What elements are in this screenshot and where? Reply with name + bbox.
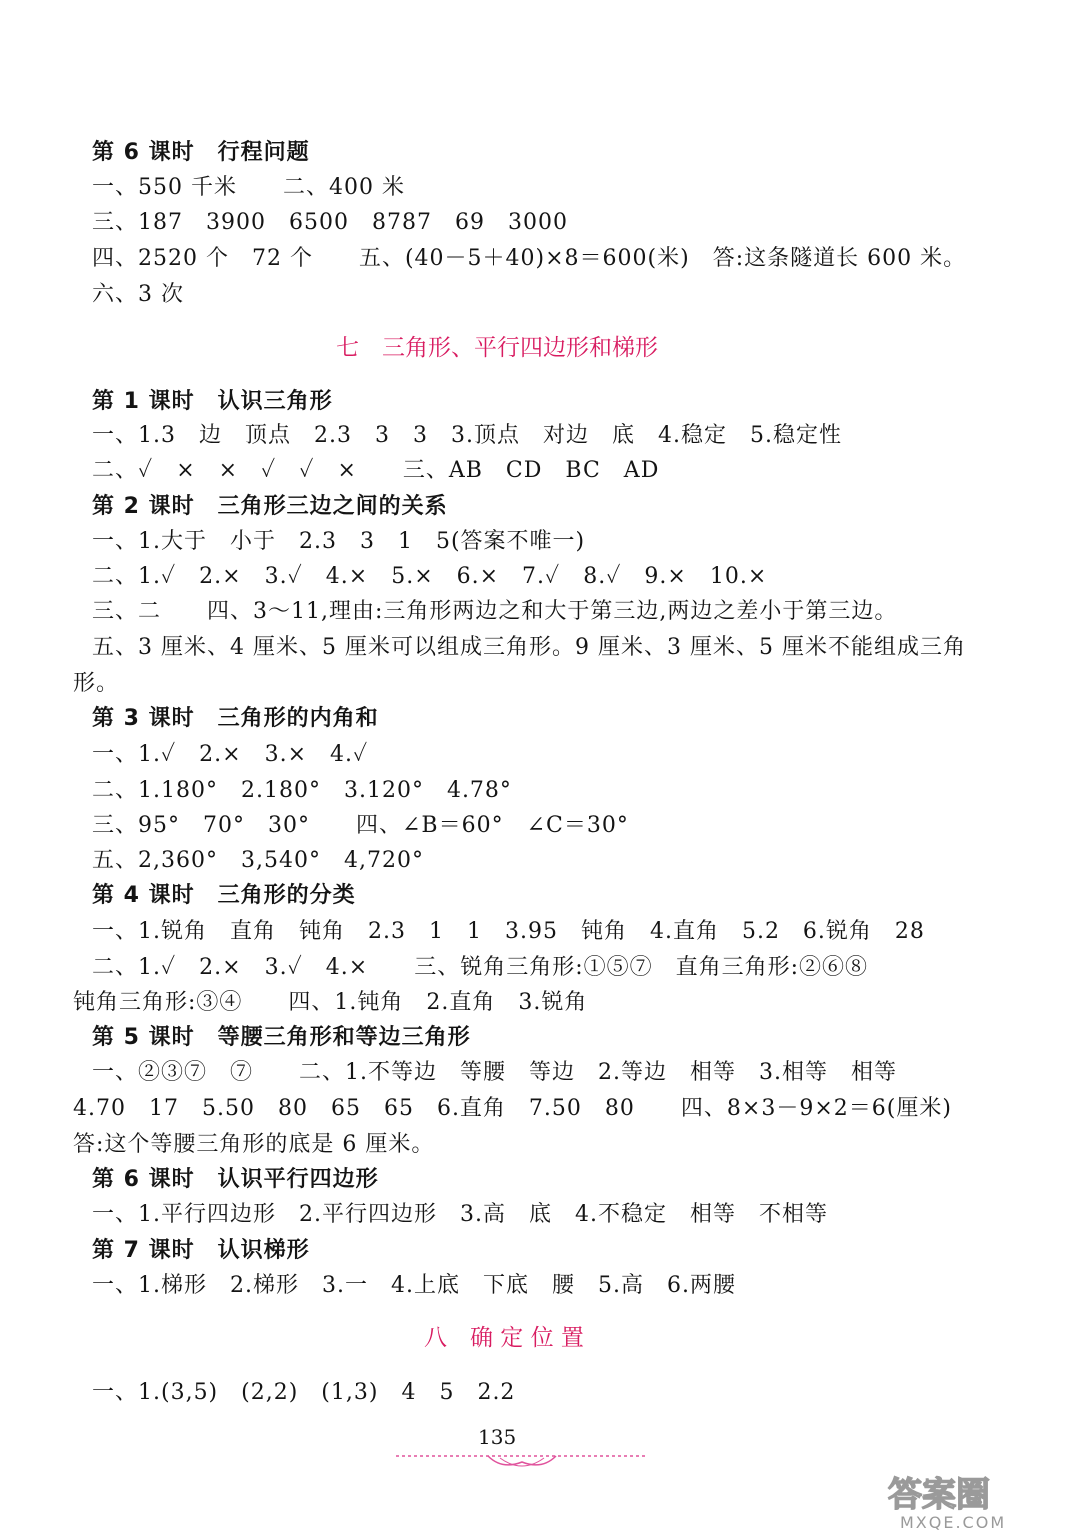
lesson-heading: 第 2 课时 三角形三边之间的关系 (92, 494, 448, 519)
footer-ornament (392, 1448, 652, 1472)
answer-line: 二、1.✓ 2.× 3.✓ 4.× 三、锐角三角形:①⑤⑦ 直角三角形:②⑥⑧ (92, 955, 869, 980)
page-number: 135 (478, 1425, 517, 1449)
answer-line: 三、二 四、3～11,理由:三角形两边之和大于第三边,两边之差小于第三边。 (92, 599, 898, 624)
chapter-title: 八 确 定 位 置 (424, 1325, 584, 1351)
answer-line: 五、3 厘米、4 厘米、5 厘米可以组成三角形。9 厘米、3 厘米、5 厘米不能组成三角 (92, 635, 966, 660)
answer-line: 钝角三角形:③④ 四、1.钝角 2.直角 3.锐角 (73, 990, 588, 1015)
answer-line: 三、95° 70° 30° 四、∠B＝60° ∠C＝30° (92, 813, 629, 838)
lesson-heading: 第 6 课时 认识平行四边形 (92, 1167, 379, 1192)
answer-line: 一、1.3 边 顶点 2.3 3 3 3.顶点 对边 底 4.稳定 5.稳定性 (92, 423, 842, 448)
answer-line: 4.70 17 5.50 80 65 65 6.直角 7.50 80 四、8×3－9×2＝6(厘米) (73, 1096, 952, 1121)
answer-line: 三、187 3900 6500 8787 69 3000 (92, 210, 568, 235)
answer-line: 五、2,360° 3,540° 4,720° (92, 848, 424, 873)
lesson-heading: 第 5 课时 等腰三角形和等边三角形 (92, 1025, 471, 1050)
answer-line: 二、1.180° 2.180° 3.120° 4.78° (92, 778, 512, 803)
svg-text:答案圈: 答案圈 (888, 1475, 990, 1515)
lesson-heading: 第 1 课时 认识三角形 (92, 389, 333, 414)
watermark-logo (882, 1466, 1062, 1532)
answer-line: 二、1.✓ 2.× 3.✓ 4.× 5.× 6.× 7.✓ 8.✓ 9.× 10.× (92, 564, 768, 589)
answer-line: 一、1.锐角 直角 钝角 2.3 1 1 3.95 钝角 4.直角 5.2 6.锐角 28 (92, 919, 925, 944)
answer-line: 一、550 千米 二、400 米 (92, 175, 405, 200)
answer-line: 一、1.大于 小于 2.3 3 1 5(答案不唯一) (92, 529, 586, 554)
answer-line: 一、②③⑦ ⑦ 二、1.不等边 等腰 等边 2.等边 相等 3.相等 相等 (92, 1060, 897, 1085)
answer-line: 二、✓ × × ✓ ✓ × 三、AB CD BC AD (92, 458, 660, 483)
chapter-title: 七 三角形、平行四边形和梯形 (336, 335, 658, 361)
lesson-heading: 第 7 课时 认识梯形 (92, 1238, 310, 1263)
lesson-heading: 第 6 课时 行程问题 (92, 140, 310, 165)
lesson-heading: 第 4 课时 三角形的分类 (92, 883, 356, 908)
answer-line: 六、3 次 (92, 282, 184, 307)
answer-line: 一、1.梯形 2.梯形 3.一 4.上底 下底 腰 5.高 6.两腰 (92, 1273, 736, 1298)
answer-line: 答:这个等腰三角形的底是 6 厘米。 (73, 1132, 435, 1157)
answer-line: 四、2520 个 72 个 五、(40－5＋40)×8＝600(米) 答:这条隧道长 600 米。 (92, 246, 967, 271)
answer-line: 一、1.✓ 2.× 3.× 4.✓ (92, 742, 369, 767)
svg-text:MXQE.COM: MXQE.COM (900, 1513, 1007, 1532)
answer-line: 形。 (73, 671, 120, 696)
lesson-heading: 第 3 课时 三角形的内角和 (92, 706, 379, 731)
answer-line: 一、1.(3,5) (2,2) (1,3) 4 5 2.2 (92, 1380, 516, 1405)
answer-line: 一、1.平行四边形 2.平行四边形 3.高 底 4.不稳定 相等 不相等 (92, 1202, 828, 1227)
